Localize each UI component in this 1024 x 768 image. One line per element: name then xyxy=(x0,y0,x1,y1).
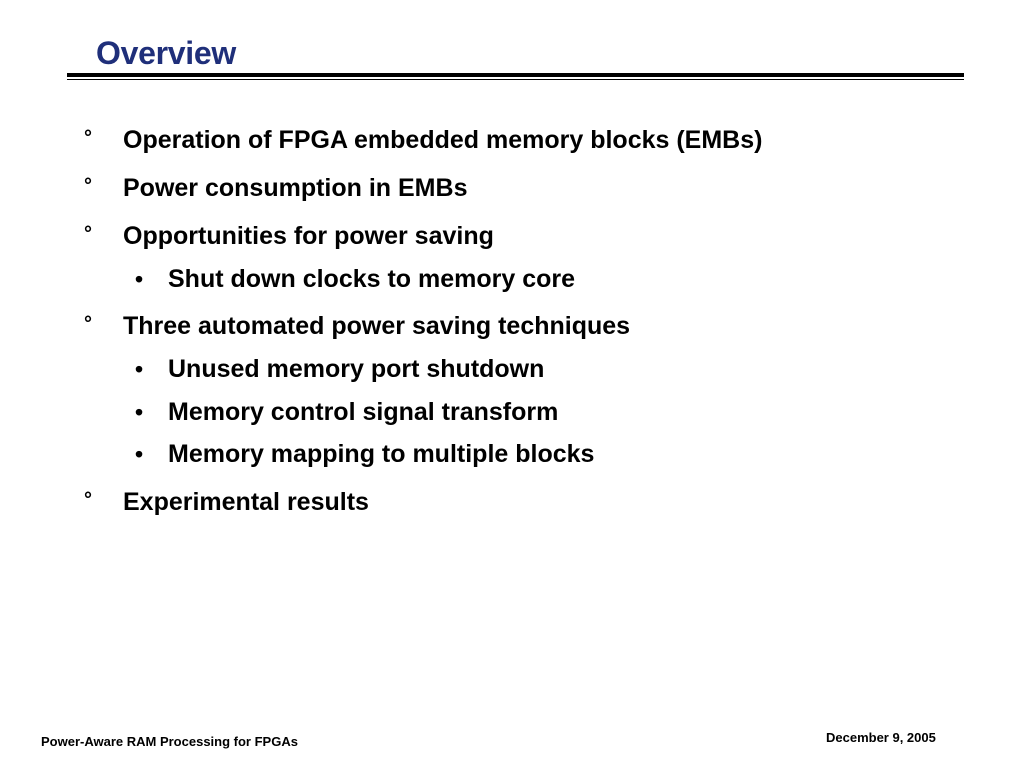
sub-bullet-item xyxy=(0,263,1024,299)
sub-bullet-text: Unused memory port shutdown xyxy=(168,355,545,383)
degree-bullet-icon: ° xyxy=(84,313,92,335)
degree-bullet-icon: ° xyxy=(84,489,92,511)
sub-bullet-text: Memory mapping to multiple blocks xyxy=(168,440,595,468)
bullet-text: Experimental results xyxy=(123,488,369,516)
dot-bullet-icon: • xyxy=(135,441,144,467)
bullet-text: Three automated power saving techniques xyxy=(123,312,631,340)
sub-bullet-item xyxy=(0,353,1024,389)
bullet-item xyxy=(0,310,1024,346)
footer-date: December 9, 2005 xyxy=(826,730,936,745)
dot-bullet-icon: • xyxy=(135,399,144,425)
bullet-text: Opportunities for power saving xyxy=(123,222,494,250)
bullet-text: Operation of FPGA embedded memory blocks (EMBs) xyxy=(123,126,763,154)
sub-bullet-item xyxy=(0,438,1024,474)
bullet-item xyxy=(0,220,1024,256)
dot-bullet-icon: • xyxy=(135,266,144,292)
sub-bullet-item xyxy=(0,396,1024,432)
bullet-text: Power consumption in EMBs xyxy=(123,174,468,202)
dot-bullet-icon: • xyxy=(135,356,144,382)
degree-bullet-icon: ° xyxy=(84,223,92,245)
bullet-item xyxy=(0,124,1024,160)
footer-presentation-title: Power-Aware RAM Processing for FPGAs xyxy=(41,734,298,749)
degree-bullet-icon: ° xyxy=(84,127,92,149)
sub-bullet-text: Memory control signal transform xyxy=(168,398,559,426)
degree-bullet-icon: ° xyxy=(84,175,92,197)
bullet-item xyxy=(0,172,1024,208)
bullet-item xyxy=(0,486,1024,522)
slide-title: Overview xyxy=(96,35,236,71)
sub-bullet-text: Shut down clocks to memory core xyxy=(168,265,576,293)
